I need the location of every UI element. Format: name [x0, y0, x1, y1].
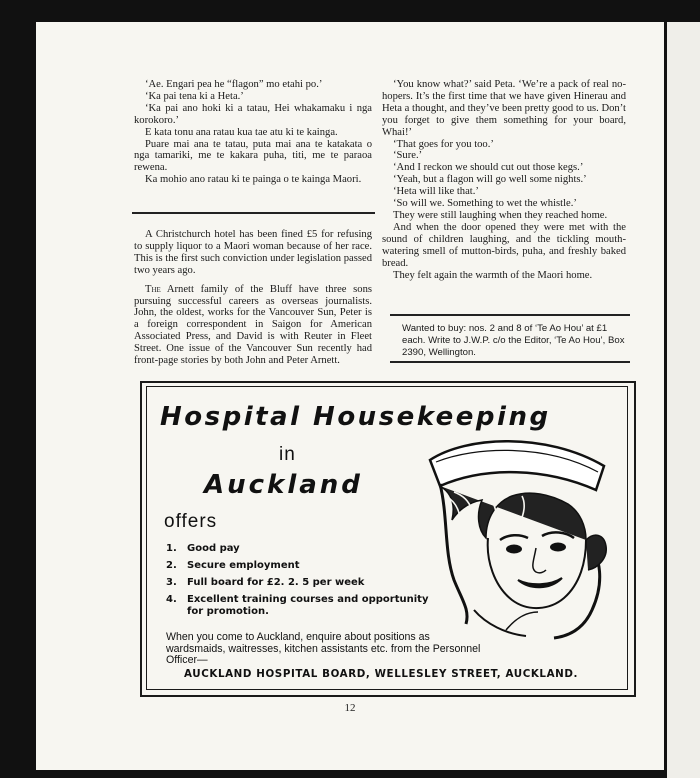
paragraph: ‘That goes for you too.’	[393, 138, 494, 150]
left-column-maori-text	[134, 79, 372, 186]
ad-body-text: When you come to Auckland, enquire about positions as wardsmaids, waitresses, kitchen assistants etc. from the Personnel Officer—	[166, 631, 481, 666]
paragraph: ‘Ka pai tena ki a Heta.’	[145, 90, 244, 102]
paragraph: Ka mohio ano ratau ki te painga o te kainga Maori.	[145, 174, 362, 186]
paragraph: ‘Sure.’	[393, 150, 423, 162]
paragraph: ‘You know what?’ said Peta. ‘We’re a pack of real no-hopers. It’s the first time that we have given Hinerau and Heta a thought, and they’ve been pretty good to us. Don’t you forget to give them something for your board, Whai!’	[382, 79, 626, 138]
next-page-edge	[667, 22, 700, 778]
paragraph: And when the door opened they were met with the sound of children laughing, and the tickling mouth-watering smell of mutton-birds, puha, and freshly baked bread.	[382, 221, 626, 269]
paragraph: E kata tonu ana ratau kua tae atu ki te kainga.	[145, 126, 338, 138]
news-item	[134, 229, 372, 277]
ad-offer-list	[166, 543, 430, 623]
news-item-text: A Christchurch hotel has been fined £5 for refusing to supply liquor to a Maori woman because of her race. This is the first such conviction under legislation passed two years ago.	[134, 229, 372, 276]
news-item-lead: The	[145, 283, 161, 295]
ad-offer-number: 3.	[166, 577, 177, 588]
ad-offer-text: Full board for £2. 2. 5 per week	[187, 577, 365, 588]
paragraph: ‘Ae. Engari pea he “flagon” mo etahi po.’	[145, 79, 323, 90]
paragraph: ‘And I reckon we should cut out those kegs.’	[393, 162, 584, 174]
paragraph: ‘So will we. Something to wet the whistle.’	[393, 198, 577, 210]
nurse-illustration	[426, 440, 614, 640]
ad-footer-address: AUCKLAND HOSPITAL BOARD, WELLESLEY STREET, AUCKLAND.	[184, 668, 579, 680]
ad-offer-number: 4.	[166, 594, 177, 605]
paragraph: ‘Ka pai ano hoki ki a tatau, Hei whakamaku i nga korokoro.’	[134, 102, 372, 126]
right-column-story-text	[382, 79, 626, 281]
ad-offer-text: Secure employment	[187, 560, 300, 571]
notice-top-rule	[390, 314, 630, 316]
notice-bottom-rule	[390, 361, 630, 363]
ad-offer-text: Good pay	[187, 543, 240, 554]
paragraph: They were still laughing when they reached home.	[393, 209, 608, 221]
news-item	[134, 284, 372, 367]
ad-offers-word: offers	[164, 511, 218, 532]
ad-title: Hospital Housekeeping	[160, 402, 551, 432]
ad-offer-item	[166, 594, 430, 618]
paragraph: Puare mai ana te tatau, puta mai ana te katakata o nga tamariki, me te kakara puha, titi, me te paraoa rewena.	[134, 138, 372, 174]
news-item-text: Arnett family of the Bluff have three sons pursuing successful careers as overseas journalists. John, the oldest, works for the Vancouver Sun, Peter is a foreign correspondent in Saigon for American Associated Press, and David is with Reuter in Fleet Street. One issue of the Vancouver Sun recently had front-page stories by both John and Peter Arnett.	[134, 283, 372, 367]
wanted-notice: Wanted to buy: nos. 2 and 8 of ‘Te Ao Hou’ at £1 each. Write to J.W.P. c/o the Editor, ‘Te Ao Hou’, Box 2390, Wellington.	[402, 323, 625, 358]
paragraph: ‘Yeah, but a flagon will go well some nights.’	[393, 174, 587, 186]
left-column-news-items	[134, 229, 372, 374]
ad-offer-item	[166, 577, 430, 589]
ad-offer-number: 1.	[166, 543, 177, 554]
ad-in-word: in	[279, 444, 296, 465]
ad-offer-item	[166, 560, 430, 572]
paragraph: They felt again the warmth of the Maori home.	[393, 269, 593, 281]
ad-offer-text: Excellent training courses and opportunity for promotion.	[187, 594, 429, 617]
ad-city: Auckland	[204, 470, 363, 500]
paragraph: ‘Heta will like that.’	[393, 186, 479, 198]
column-divider-rule	[132, 212, 375, 214]
page-number: 12	[344, 702, 356, 714]
ad-offer-number: 2.	[166, 560, 177, 571]
ad-offer-item	[166, 543, 430, 555]
